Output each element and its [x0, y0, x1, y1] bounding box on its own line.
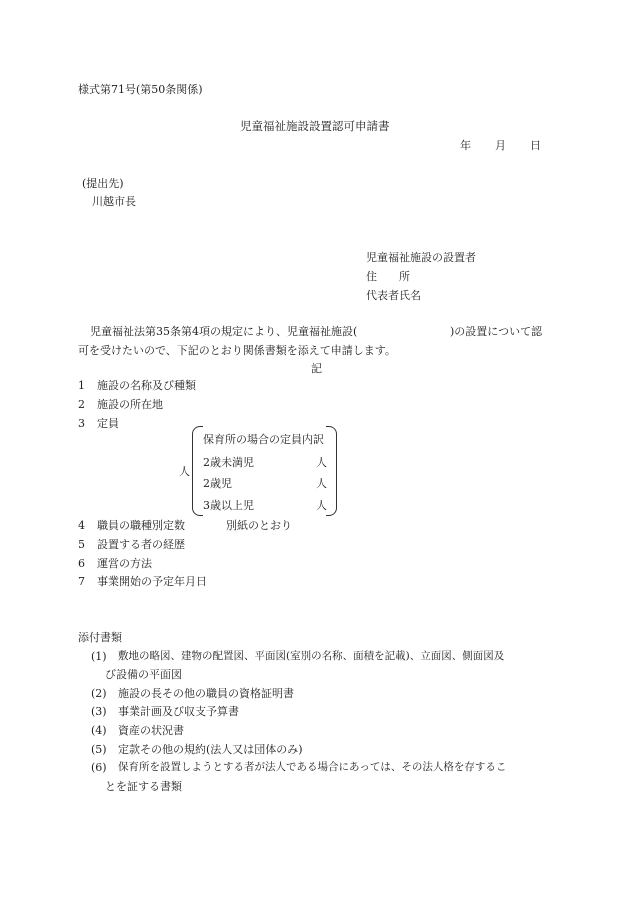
- attachment-num: (4): [91, 724, 107, 737]
- capacity-row-unit: 人: [316, 477, 327, 490]
- applicant-title: 児童福祉施設の設置者: [366, 251, 476, 264]
- attachment-text: 敷地の略図、建物の配置図、平面図(室別の名称、面積を記載)、立面図、側面図及: [118, 650, 505, 662]
- item-4-note: 別紙のとおり: [226, 519, 292, 532]
- item-5-text: 設置する者の経歴: [97, 538, 185, 551]
- capacity-row-unit: 人: [316, 499, 327, 512]
- date-day: 日: [530, 139, 541, 152]
- capacity-row-label: 2歳児: [203, 477, 232, 490]
- applicant-rep-label: 代表者氏名: [366, 289, 421, 302]
- item-3-num: 3: [78, 417, 85, 430]
- date-year: 年: [460, 139, 471, 152]
- date-month: 月: [495, 139, 506, 152]
- submit-to-label: (提出先): [82, 177, 124, 190]
- item-4-num: 4: [78, 519, 85, 532]
- attachment-text: 事業計画及び収支予算書: [118, 705, 239, 718]
- attachment-text-cont: とを証する書類: [105, 780, 182, 793]
- attachment-text: 施設の長その他の職員の資格証明書: [118, 687, 294, 700]
- body-line1-a: 児童福祉法第35条第4項の規定により、児童福祉施設(: [90, 325, 358, 338]
- item-6-text: 運営の方法: [97, 557, 152, 570]
- capacity-unit: 人: [179, 465, 190, 478]
- capacity-row-unit: 人: [316, 456, 327, 469]
- capacity-row-label: 3歳以上児: [203, 499, 254, 512]
- attachment-num: (1): [91, 650, 107, 663]
- ki-heading: 記: [311, 362, 322, 375]
- item-1-text: 施設の名称及び種類: [97, 379, 196, 392]
- body-line1-b: )の設置について認: [450, 325, 543, 338]
- item-2-num: 2: [78, 398, 85, 411]
- body-line2: 可を受けたいので、下記のとおり関係書類を添えて申請します。: [78, 344, 396, 357]
- capacity-row-label: 2歳未満児: [203, 456, 254, 469]
- item-3-text: 定員: [97, 417, 119, 430]
- attachment-text: 資産の状況書: [118, 724, 184, 737]
- attachment-num: (5): [91, 743, 107, 756]
- attachments-heading: 添付書類: [78, 631, 122, 644]
- document-title: 児童福祉施設設置認可申請書: [240, 119, 390, 133]
- attachment-num: (6): [91, 761, 107, 774]
- item-7-num: 7: [78, 575, 85, 588]
- item-5-num: 5: [78, 538, 85, 551]
- item-1-num: 1: [78, 379, 85, 392]
- bracket-left: [192, 426, 203, 516]
- applicant-address-label: 住 所: [366, 270, 410, 283]
- attachment-text-cont: び設備の平面図: [105, 668, 182, 681]
- form-number: 様式第71号(第50条関係): [78, 83, 203, 96]
- item-4-text: 職員の職種別定数: [97, 519, 185, 532]
- item-2-text: 施設の所在地: [97, 398, 163, 411]
- bracket-right: [326, 426, 337, 516]
- submit-to-name: 川越市長: [92, 195, 136, 208]
- attachment-text: 保育所を設置しようとする者が法人である場合にあっては、その法人格を存するこ: [118, 761, 507, 773]
- attachment-num: (2): [91, 687, 107, 700]
- item-7-text: 事業開始の予定年月日: [97, 575, 207, 588]
- attachment-text: 定款その他の規約(法人又は団体のみ): [118, 743, 303, 756]
- capacity-header: 保育所の場合の定員内訳: [203, 433, 324, 446]
- item-6-num: 6: [78, 557, 85, 570]
- attachment-num: (3): [91, 705, 107, 718]
